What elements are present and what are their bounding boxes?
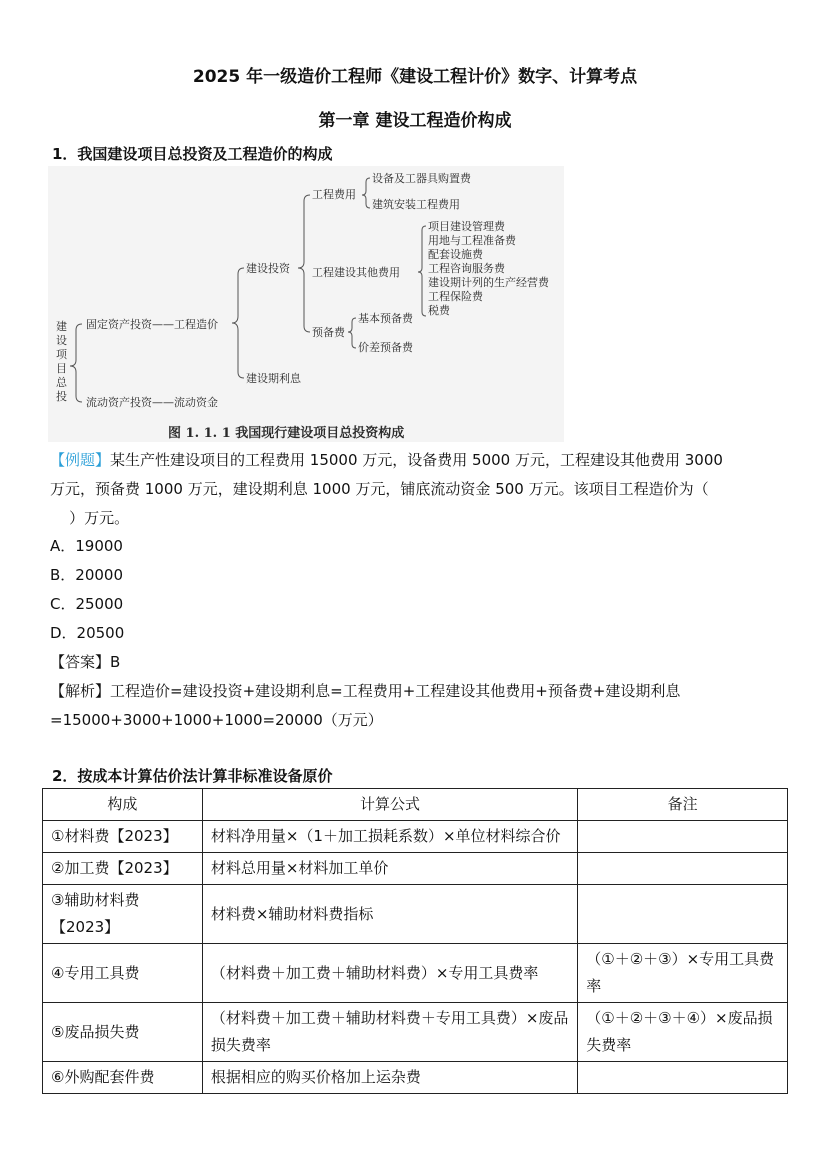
other-fee-item: 用地与工程准备费	[428, 234, 516, 247]
construction-interest: 建设期利息	[246, 372, 301, 385]
option-a: A．19000	[50, 537, 123, 555]
header-item: 构成	[43, 789, 203, 821]
header-note: 备注	[578, 789, 788, 821]
reserve-fee: 预备费	[312, 326, 345, 339]
row-note	[578, 821, 788, 853]
current-asset-investment: 流动资产投资——流动资金	[86, 396, 218, 409]
other-fee-brace	[418, 226, 426, 316]
option-b: B．20000	[50, 566, 124, 584]
row-note: （①＋②＋③＋④）×废品损失费率	[578, 1003, 788, 1062]
table-header-row	[43, 789, 788, 821]
chapter-title: 第一章 建设工程造价构成	[318, 111, 512, 131]
other-construction-fee: 工程建设其他费用	[312, 266, 400, 279]
row-note	[578, 853, 788, 885]
example-stem-3: ）万元。	[50, 509, 130, 527]
root-char: 建	[56, 320, 67, 333]
investment-brace	[298, 195, 310, 332]
example-question	[50, 446, 785, 533]
row-item: ④专用工具费	[43, 944, 203, 1003]
basic-reserve: 基本预备费	[358, 312, 413, 325]
investment-composition-figure	[48, 166, 564, 442]
table-row	[43, 944, 788, 1003]
other-fee-item: 税费	[428, 304, 450, 317]
other-fee-item: 项目建设管理费	[428, 220, 505, 233]
row-item: ⑥外购配套件费	[43, 1062, 203, 1094]
table-row	[43, 885, 788, 944]
row-item: ⑤废品损失费	[43, 1003, 203, 1062]
other-fee-item: 配套设施费	[428, 248, 483, 261]
option-c: C．25000	[50, 595, 124, 613]
example-stem-1: 某生产性建设项目的工程费用 15000 万元，设备费用 5000 万元，工程建设其他费用 3000	[110, 451, 723, 469]
row-formula: 材料净用量×（1＋加工损耗系数）×单位材料综合价	[202, 821, 577, 853]
root-brace	[70, 324, 82, 402]
analysis-line-1: 【解析】工程造价=建设投资+建设期利息=工程费用+工程建设其他费用+预备费+建设期利息	[50, 682, 681, 700]
composition-tree-diagram	[48, 166, 564, 442]
root-char: 设	[56, 334, 67, 347]
table-row	[43, 821, 788, 853]
analysis-line-2: =15000+3000+1000+1000=20000（万元）	[50, 711, 383, 729]
engineering-fee: 工程费用	[312, 188, 356, 201]
row-formula: （材料费＋加工费＋辅助材料费＋专用工具费）×废品损失费率	[202, 1003, 577, 1062]
table-row	[43, 1003, 788, 1062]
row-formula: （材料费＋加工费＋辅助材料费）×专用工具费率	[202, 944, 577, 1003]
other-fee-item: 工程咨询服务费	[428, 262, 505, 275]
root-char: 总	[56, 376, 67, 389]
example-tag: 【例题】	[50, 451, 111, 469]
row-formula: 材料费×辅助材料费指标	[202, 885, 577, 944]
row-formula: 根据相应的购买价格加上运杂费	[202, 1062, 577, 1094]
document-title: 2025 年一级造价工程师《建设工程计价》数字、计算考点	[192, 67, 638, 87]
row-item: ①材料费【2023】	[43, 821, 203, 853]
other-fee-item: 建设期计列的生产经营费	[428, 276, 549, 289]
root-char: 目	[56, 362, 67, 375]
example-line	[50, 446, 785, 475]
root-char: 投	[56, 390, 67, 403]
figure-caption: 图 1. 1. 1 我国现行建设项目总投资构成	[168, 426, 405, 441]
other-fee-item: 工程保险费	[428, 290, 483, 303]
table-row	[43, 853, 788, 885]
root-char: 项	[56, 348, 67, 361]
construction-investment: 建设投资	[246, 262, 290, 275]
option-d: D．20500	[50, 624, 125, 642]
installation-fee: 建筑安装工程费用	[372, 198, 460, 211]
row-item: ②加工费【2023】	[43, 853, 203, 885]
table-row	[43, 1062, 788, 1094]
answer: 【答案】B	[50, 653, 121, 671]
price-reserve: 价差预备费	[358, 341, 413, 354]
fixed-asset-investment: 固定资产投资——工程造价	[86, 318, 218, 331]
row-note: （①＋②＋③）×专用工具费率	[578, 944, 788, 1003]
row-formula: 材料总用量×材料加工单价	[202, 853, 577, 885]
cost-calculation-table	[42, 788, 788, 1094]
header-formula: 计算公式	[202, 789, 577, 821]
row-note	[578, 1062, 788, 1094]
cost-brace	[232, 268, 244, 378]
equipment-purchase-fee: 设备及工器具购置费	[372, 172, 471, 185]
row-note	[578, 885, 788, 944]
engineering-fee-brace	[362, 178, 370, 208]
example-stem-2: 万元，预备费 1000 万元，建设期利息 1000 万元，铺底流动资金 500 万元。该项目工程造价为（	[50, 480, 709, 498]
reserve-brace	[348, 318, 356, 348]
section-2-heading: 2．按成本计算估价法计算非标准设备原价	[52, 767, 333, 785]
section-1-heading: 1．我国建设项目总投资及工程造价的构成	[52, 145, 333, 163]
row-item: ③辅助材料费【2023】	[43, 885, 203, 944]
